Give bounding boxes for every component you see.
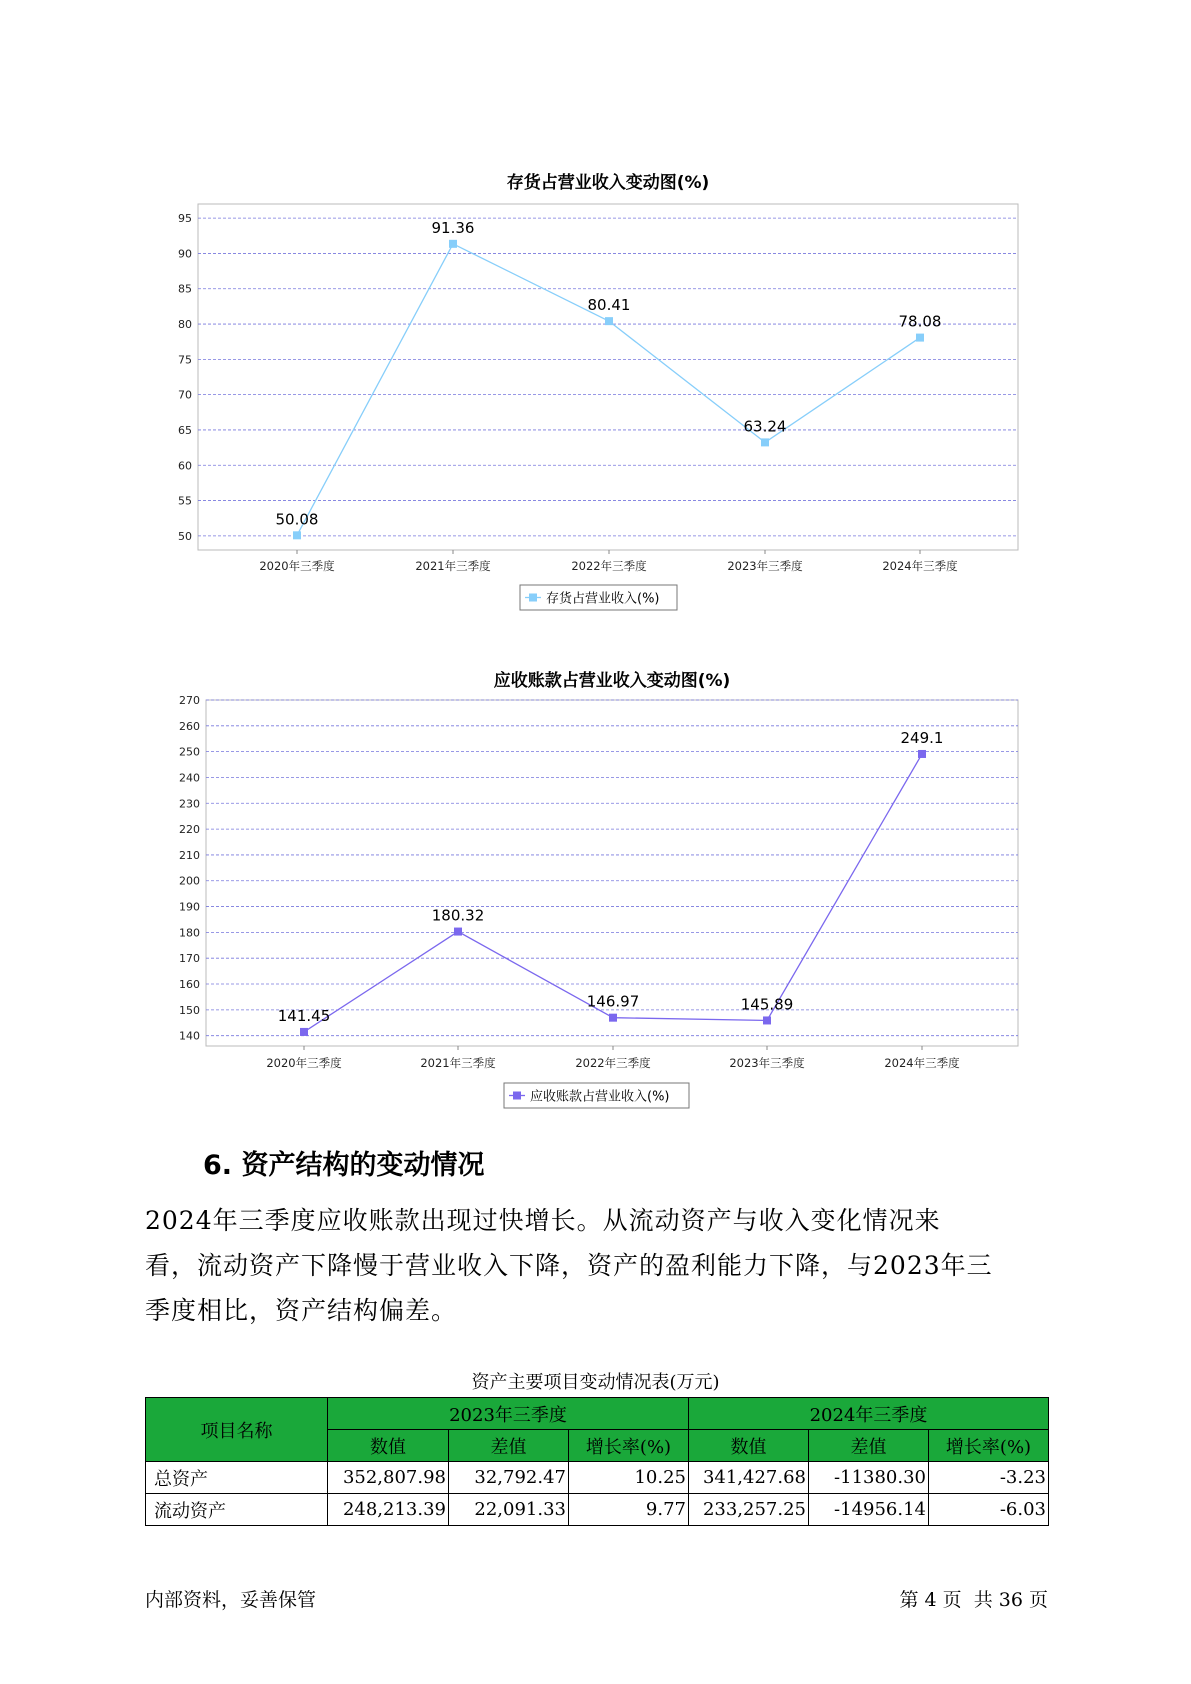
x-tick-label: 2020年三季度 <box>266 1056 342 1070</box>
x-tick-label: 2024年三季度 <box>884 1056 960 1070</box>
legend-label: 应收账款占营业收入(%) <box>530 1089 670 1105</box>
data-point <box>918 750 926 758</box>
x-tick-label: 2021年三季度 <box>415 559 491 573</box>
cell: 10.25 <box>569 1462 689 1494</box>
x-tick-label: 2023年三季度 <box>729 1056 805 1070</box>
plot-area <box>198 204 1018 550</box>
x-tick-label: 2022年三季度 <box>571 559 647 573</box>
y-tick-label: 210 <box>179 848 200 862</box>
cell: 352,807.98 <box>328 1462 449 1494</box>
paragraph-line-3: 季度相比，资产结构偏差。 <box>145 1296 458 1325</box>
data-label: 180.32 <box>431 906 485 925</box>
data-point <box>449 240 457 248</box>
header-item-name: 项目名称 <box>146 1398 328 1462</box>
x-tick-label: 2024年三季度 <box>882 559 958 573</box>
y-tick-label: 170 <box>179 952 200 966</box>
y-tick-label: 80 <box>178 318 192 332</box>
y-tick-label: 250 <box>179 745 200 759</box>
y-tick-label: 190 <box>179 900 200 914</box>
data-point <box>454 928 462 936</box>
x-tick-label: 2023年三季度 <box>727 559 803 573</box>
row-name: 流动资产 <box>146 1494 328 1526</box>
cell: -14956.14 <box>809 1494 929 1526</box>
cell: 248,213.39 <box>328 1494 449 1526</box>
y-tick-label: 85 <box>178 282 192 296</box>
chart-title: 应收账款占营业收入变动图(%) <box>493 671 731 691</box>
subheader-growth: 增长率(%) <box>929 1430 1049 1462</box>
y-tick-label: 75 <box>178 353 192 367</box>
data-label: 91.36 <box>431 218 475 237</box>
data-label: 146.97 <box>586 992 640 1011</box>
y-tick-label: 95 <box>178 212 192 226</box>
data-point <box>763 1016 771 1024</box>
receivables-ratio-chart <box>179 670 1018 1108</box>
cell: 32,792.47 <box>449 1462 569 1494</box>
cell: 341,427.68 <box>689 1462 809 1494</box>
subheader-diff: 差值 <box>809 1430 929 1462</box>
cell: -3.23 <box>929 1462 1049 1494</box>
data-label: 80.41 <box>587 296 631 315</box>
y-tick-label: 55 <box>178 494 192 508</box>
y-tick-label: 180 <box>179 926 200 940</box>
footer-page-number: 第 4 页 共 36 页 <box>899 1589 1048 1611</box>
y-tick-label: 60 <box>178 459 192 473</box>
data-point <box>605 317 613 325</box>
table-caption: 资产主要项目变动情况表(万元) <box>471 1372 720 1393</box>
y-tick-label: 50 <box>178 529 192 543</box>
y-tick-label: 200 <box>179 874 200 888</box>
y-tick-label: 90 <box>178 247 192 261</box>
subheader-diff: 差值 <box>449 1430 569 1462</box>
data-label: 78.08 <box>898 312 942 331</box>
data-label: 63.24 <box>743 417 787 436</box>
subheader-value: 数值 <box>328 1430 449 1462</box>
data-label: 249.1 <box>900 728 944 747</box>
legend-marker <box>529 594 537 602</box>
data-point <box>300 1028 308 1036</box>
data-point <box>916 334 924 342</box>
row-name: 总资产 <box>146 1462 328 1494</box>
x-tick-label: 2021年三季度 <box>420 1056 496 1070</box>
table-row <box>146 1494 1049 1526</box>
paragraph-line-1: 2024年三季度应收账款出现过快增长。从流动资产与收入变化情况来 <box>145 1206 941 1235</box>
y-tick-label: 270 <box>179 694 200 707</box>
paragraph-line-2: 看，流动资产下降慢于营业收入下降，资产的盈利能力下降，与2023年三 <box>145 1251 993 1280</box>
data-point <box>761 438 769 446</box>
y-tick-label: 140 <box>179 1029 200 1043</box>
cell: 9.77 <box>569 1494 689 1526</box>
y-tick-label: 150 <box>179 1003 200 1017</box>
chart-title: 存货占营业收入变动图(%) <box>506 173 710 193</box>
asset-change-table <box>145 1397 1049 1526</box>
data-label: 145.89 <box>740 995 794 1014</box>
data-point <box>293 531 301 539</box>
data-label: 50.08 <box>275 510 319 529</box>
legend-label: 存货占营业收入(%) <box>546 591 660 607</box>
y-tick-label: 220 <box>179 823 200 837</box>
y-tick-label: 160 <box>179 978 200 992</box>
header-period-2024: 2024年三季度 <box>689 1398 1049 1430</box>
data-label: 141.45 <box>277 1006 331 1025</box>
subheader-value: 数值 <box>689 1430 809 1462</box>
y-tick-label: 260 <box>179 719 200 733</box>
header-period-2023: 2023年三季度 <box>328 1398 689 1430</box>
inventory-ratio-chart <box>178 172 1018 610</box>
y-tick-label: 230 <box>179 797 200 811</box>
table-row <box>146 1462 1049 1494</box>
cell: 22,091.33 <box>449 1494 569 1526</box>
subheader-growth: 增长率(%) <box>569 1430 689 1462</box>
footer-confidential: 内部资料，妥善保管 <box>145 1589 317 1611</box>
table-header-row <box>146 1398 1049 1430</box>
cell: -6.03 <box>929 1494 1049 1526</box>
section-heading: 6. 资产结构的变动情况 <box>203 1150 485 1181</box>
legend-marker <box>513 1092 521 1100</box>
x-tick-label: 2020年三季度 <box>259 559 335 573</box>
y-tick-label: 240 <box>179 771 200 785</box>
cell: 233,257.25 <box>689 1494 809 1526</box>
data-point <box>609 1014 617 1022</box>
x-tick-label: 2022年三季度 <box>575 1056 651 1070</box>
y-tick-label: 70 <box>178 388 192 402</box>
cell: -11380.30 <box>809 1462 929 1494</box>
y-tick-label: 65 <box>178 423 192 437</box>
